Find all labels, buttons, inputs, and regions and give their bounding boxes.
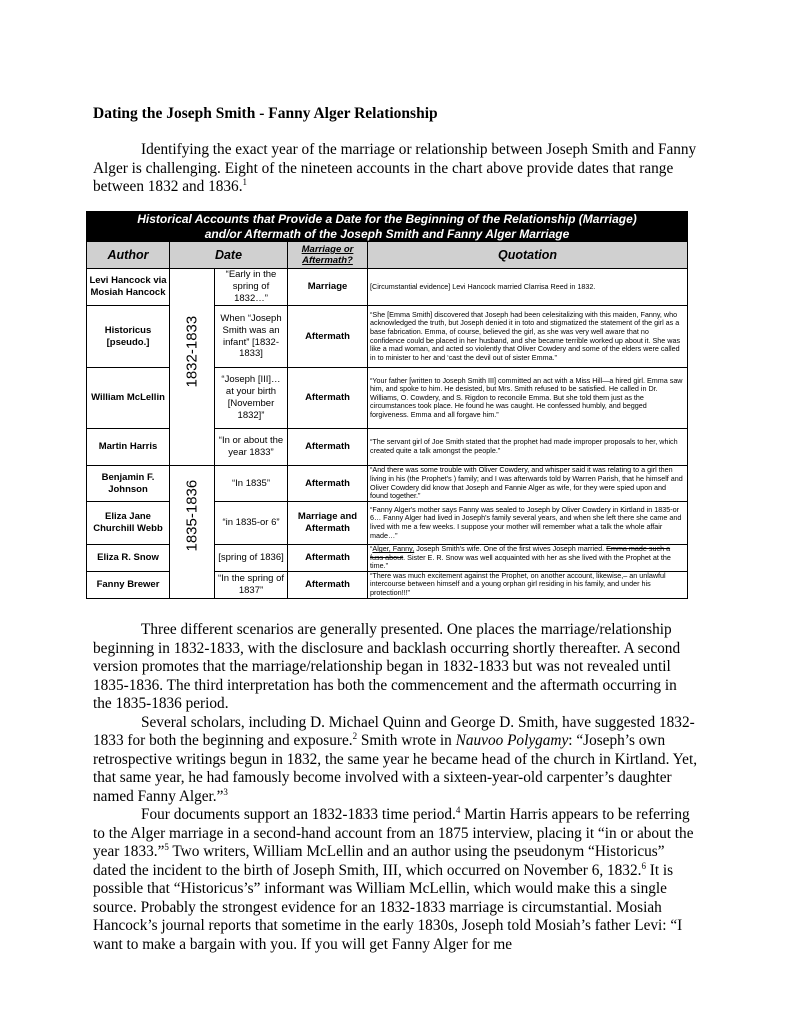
date-cell: “Early in the spring of 1832…” [215, 269, 288, 306]
period-cell: 1832-1833 [170, 269, 215, 466]
type-cell: Aftermath [288, 545, 368, 572]
footnote-ref: 3 [223, 786, 228, 797]
date-cell: When “Joseph Smith was an infant” [1832-1833] [215, 306, 288, 368]
footnote-ref: 1 [242, 176, 248, 187]
type-cell: Aftermath [288, 368, 368, 429]
type-cell: Marriage [288, 269, 368, 306]
date-cell: “in 1835-or 6” [215, 502, 288, 545]
period-cell: 1835-1836 [170, 466, 215, 599]
type-cell: Aftermath [288, 306, 368, 368]
body-text [93, 621, 699, 954]
quote-cell: “She [Emma Smith] discovered that Joseph had been celesitalizing with this maiden, Fanny, who acknowledged the truth, but Joseph denied it in toto and stigmatized the statement of the girl as a base fabrication. Emma, of course, believed the girl, as she was very well aware that no confidence could be placed in her husband, and she became terrible worked up about it. She was like a mad woman, and acted so violently that Oliver Cowdery and some of the elders were called in to minister to her and ‘cast the devil out of sister Emma.” [368, 306, 688, 368]
header-quotation: Quotation [368, 242, 688, 269]
table-caption: Historical Accounts that Provide a Date for the Beginning of the Relationship (Marriage) and/or Aftermath of the Joseph Smith and Fanny Alger Marriage [87, 212, 688, 242]
author-cell: Martin Harris [87, 429, 170, 466]
quote-cell: “Fanny Alger's mother says Fanny was sealed to Joseph by Oliver Cowdery in Kirtland in 1835-or 6… Fanny Alger had lived in Joseph's family several years, and when she left there she came and lived with me a few weeks. I suppose your mother will remember what a talk the whole affair made…” [368, 502, 688, 545]
author-cell: Benjamin F. Johnson [87, 466, 170, 502]
footnote-ref: 6 [641, 860, 646, 871]
intro-paragraph [93, 141, 699, 197]
type-cell: Marriage and Aftermath [288, 502, 368, 545]
author-cell: William McLellin [87, 368, 170, 429]
paragraph-scenarios: Three different scenarios are generally presented. One places the marriage/relationship beginning in 1832-1833, with the disclosure and backlash occurring shortly thereafter. A second version promotes that the marriage/relationship began in 1832-1833 but was not revealed until 1835-1836. The third interpretation has both the commencement and the aftermath occurring in the 1835-1836 period. [93, 621, 681, 712]
footnote-ref: 4 [455, 804, 461, 815]
paragraph-scholars: Several scholars, including D. Michael Quinn and George D. Smith, have suggested 1832-1833 for both the beginning and exposure.$^2$ Smith wrote in Nauvoo Polygamy: “Joseph’s own retrospective writings begun in 1832, the same year he became head of the church in Kirtland. Yet, that same year, he had famously become involved with a sixteen-year-old carpenter’s daughter named Fanny Alger.”$^3$ [93, 713, 698, 805]
table-header-row [87, 242, 688, 269]
book-title: Nauvoo Polygamy [455, 732, 569, 749]
date-cell: “Joseph [III]… at your birth [November 1832]” [215, 368, 288, 429]
author-cell: Levi Hancock via Mosiah Hancock [87, 269, 170, 306]
quote-cell: “There was much excitement against the Prophet, on another account, likewise,– an unlawful intercourse between himself and a young orphan girl residing in his family, and under his protection!!!” [368, 571, 688, 598]
historical-accounts-table [86, 211, 688, 599]
quote-cell: [Circumstantial evidence] Levi Hancock married Clarrisa Reed in 1832. [368, 269, 688, 306]
author-cell: Fanny Brewer [87, 571, 170, 598]
date-cell: [spring of 1836] [215, 545, 288, 572]
header-date: Date [170, 242, 288, 269]
header-marriage-aftermath: Marriage or Aftermath? [288, 242, 368, 269]
author-cell: Eliza Jane Churchill Webb [87, 502, 170, 545]
type-cell: Aftermath [288, 466, 368, 502]
quote-cell: “The servant girl of Joe Smith stated that the prophet had made improper proposals to her, which created quite a talk amongst the people.” [368, 429, 688, 466]
date-cell: “In 1835” [215, 466, 288, 502]
type-cell: Aftermath [288, 571, 368, 598]
footnote-ref: 2 [352, 730, 358, 741]
table-caption-row [87, 212, 688, 242]
quote-cell: “And there was some trouble with Oliver Cowdery, and whisper said it was relating to a girl then living in his (the Prophet’s ) family; and I was afterwards told by Warren Parish, that he himself and Oliver Cowdery did know that Joseph and Fannie Alger as wife, for they were spied upon and found together.” [368, 466, 688, 502]
author-cell: Eliza R. Snow [87, 545, 170, 572]
table-row [87, 466, 688, 502]
page-title: Dating the Joseph Smith - Fanny Alger Relationship [93, 105, 438, 122]
paragraph-documents: Four documents support an 1832-1833 time period.$^4$ Martin Harris appears to be referring to the Alger marriage in a second-hand account from an 1875 interview, placing it “in or about the year 1833.”$^5$ Two writers, William McLellin and an author using the pseudonym “Historicus” dated the incident to the birth of Joseph Smith, III, which occurred on November 6, 1832.$^6$ It is possible that “Historicus’s” informant was William McLellin, which would make this a single source. Probably the strongest evidence for an 1832-1833 marriage is circumstantial. Mosiah Hancock’s journal reports that sometime in the early 1830s, Joseph told Mosiah’s father Levi: “I want to make a bargain with you. If you will get Fanny Alger for me [93, 804, 694, 953]
footnote-ref: 5 [164, 841, 169, 852]
author-cell: Historicus [pseudo.] [87, 306, 170, 368]
struck-text: Emma made such a fuss about [370, 544, 671, 562]
table-row [87, 269, 688, 306]
quote-cell: “Your father [written to Joseph Smith III] committed an act with a Miss Hill—a hired girl. Emma saw him, and spoke to him. He desisted, but Mrs. Smith refused to be satisfied. He called in Dr. Williams, O. Cowdery, and S. Rigdon to reconcile Emma. But she told them just as the circumstances took place. He found he was caught. He confessed humbly, and begged forgiveness. Emma and all forgave him.” [368, 368, 688, 429]
date-cell: “In the spring of 1837” [215, 571, 288, 598]
type-cell: Aftermath [288, 429, 368, 466]
intro-text: Identifying the exact year of the marriage or relationship between Joseph Smith and Fanny Alger is challenging. Eight of the nineteen accounts in the chart above provide dates that range between 1832 and 1836. [93, 141, 697, 195]
date-cell: “In or about the year 1833” [215, 429, 288, 466]
quote-cell: “Alger, Fanny, Joseph Smith's wife. One of the first wives Joseph married. Emma made such a fuss about. Sister E. R. Snow was well acquainted with her as she lived with the Prophet at the time.” [368, 545, 688, 572]
header-author: Author [87, 242, 170, 269]
